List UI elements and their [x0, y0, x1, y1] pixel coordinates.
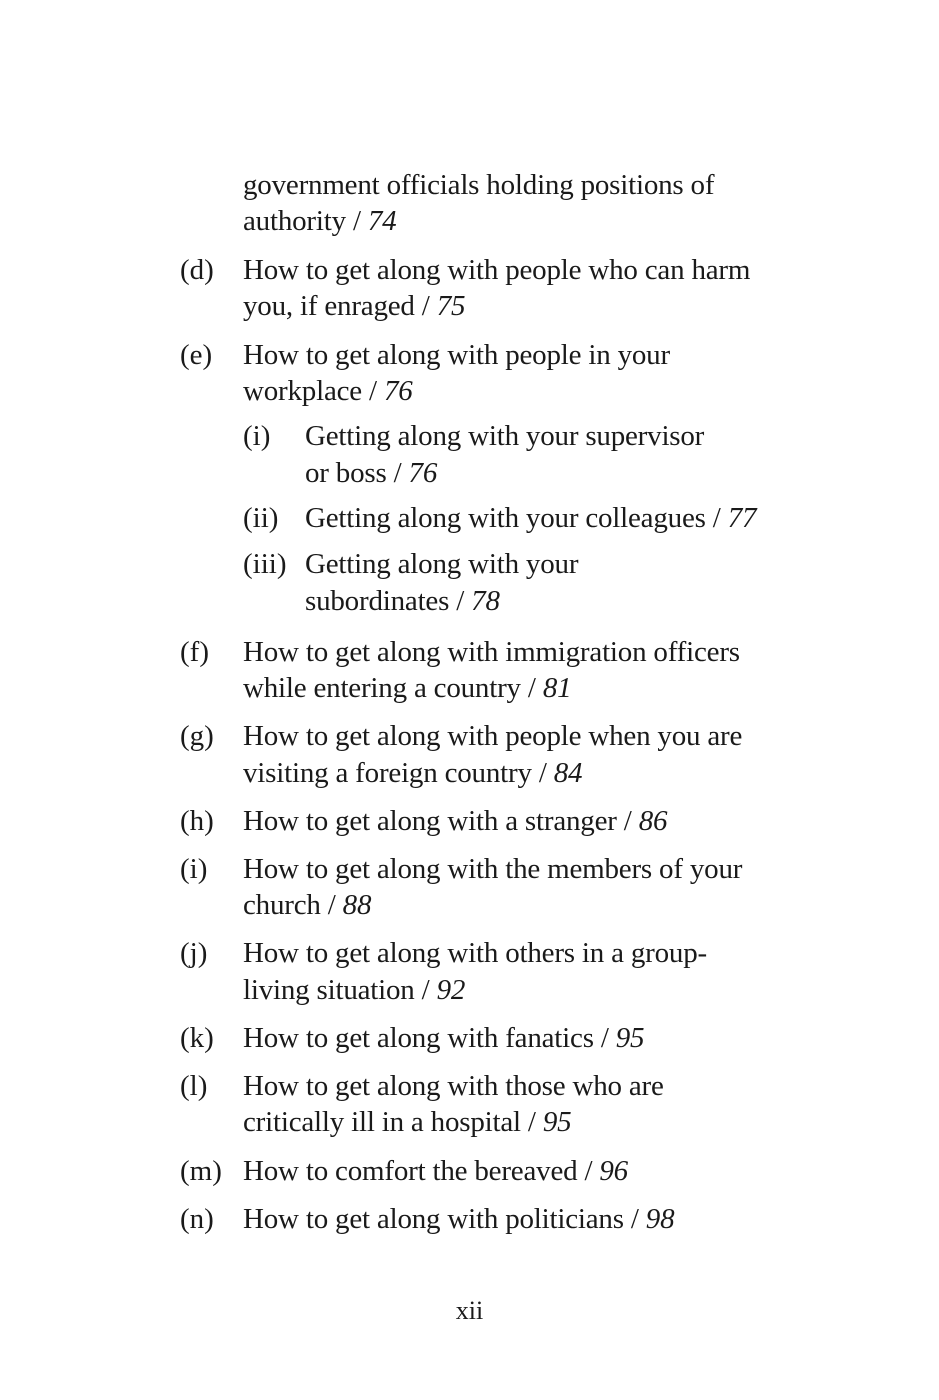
toc-entry-line: How to get along with the members of your	[243, 853, 743, 885]
toc-entry-line: How to get along with fanatics / 95	[243, 1022, 645, 1054]
toc-entry-line: critically ill in a hospital / 95	[243, 1106, 572, 1138]
toc-entry-line: subordinates / 78	[305, 585, 500, 617]
toc-entry-line: Getting along with your colleagues / 77	[305, 502, 757, 534]
page-number: 74	[367, 205, 397, 237]
toc-entry-label: (e)	[180, 339, 213, 371]
toc-entry-line: How to get along with a stranger / 86	[243, 805, 668, 837]
page-number: 77	[727, 502, 757, 534]
toc-entry-line: visiting a foreign country / 84	[243, 757, 583, 789]
toc-entry-line: or boss / 76	[305, 457, 438, 489]
toc-entry-label: (k)	[180, 1022, 214, 1054]
toc-entry-label: (i)	[180, 853, 208, 885]
page-number: 98	[645, 1203, 675, 1235]
toc-entry-line: living situation / 92	[243, 974, 466, 1006]
page-number: 78	[471, 585, 500, 617]
page-number: 92	[436, 974, 466, 1006]
folio-page-number: xii	[455, 1296, 484, 1325]
toc-entry-line: How to get along with people in your	[243, 339, 670, 371]
toc-entry-line: How to get along with people who can harm	[243, 254, 751, 286]
toc-entry-label: (g)	[180, 720, 214, 752]
toc-entry-line: How to get along with politicians / 98	[243, 1203, 675, 1235]
page-number: 96	[599, 1155, 628, 1187]
toc-entry-line: church / 88	[243, 889, 372, 921]
page-number: 81	[542, 672, 572, 704]
toc-subentry-label: (ii)	[243, 502, 279, 534]
page-number: 88	[342, 889, 372, 921]
page-number: 86	[638, 805, 668, 837]
toc-entry-line: workplace / 76	[243, 375, 413, 407]
toc-entry-label: (j)	[180, 937, 208, 969]
toc-entry-label: (l)	[180, 1070, 208, 1102]
page-number: 84	[553, 757, 583, 789]
toc-entry-line: How to get along with immigration officers	[243, 636, 740, 668]
toc-entry-label: (h)	[180, 805, 214, 837]
toc-entry-line: you, if enraged / 75	[243, 290, 466, 322]
toc-entry-line: authority / 74	[243, 205, 397, 237]
toc-subentry-label: (iii)	[243, 548, 287, 580]
toc-entry-line: How to comfort the bereaved / 96	[243, 1155, 628, 1187]
page-number: 95	[542, 1106, 572, 1138]
page-number: 95	[615, 1022, 645, 1054]
toc-entry-line: How to get along with people when you are	[243, 720, 743, 752]
page-number: 76	[383, 375, 413, 407]
toc-entry-label: (n)	[180, 1203, 214, 1235]
toc-entry-line: How to get along with those who are	[243, 1070, 664, 1102]
toc-subentry-label: (i)	[243, 420, 271, 452]
toc-entry-line: Getting along with your	[305, 548, 579, 580]
toc-entry-label: (d)	[180, 254, 214, 286]
page-number: 76	[408, 457, 438, 489]
toc-entry-label: (f)	[180, 636, 209, 668]
page-number: 75	[436, 290, 466, 322]
toc-entry-line: government officials holding positions of	[243, 169, 715, 201]
toc-entry-label: (m)	[180, 1155, 222, 1187]
toc-entry-line: while entering a country / 81	[243, 672, 572, 704]
toc-entry-line: Getting along with your supervisor	[305, 420, 705, 452]
toc-entry-line: How to get along with others in a group-	[243, 937, 707, 969]
